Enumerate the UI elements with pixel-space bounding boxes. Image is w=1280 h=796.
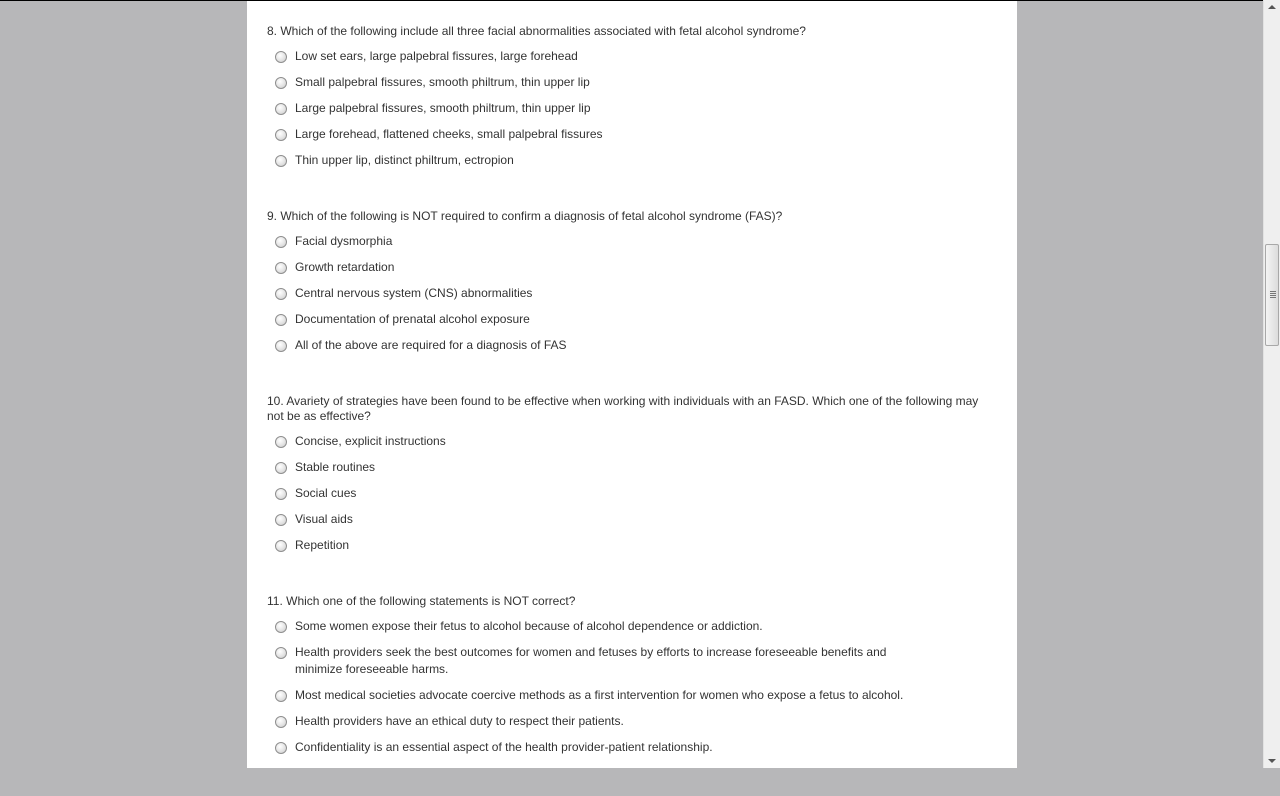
question-11 [267, 594, 992, 760]
answer-option[interactable] [267, 147, 992, 173]
question-title: 10. Avariety of strategies have been found to be effective when working with individuals with an FASD. Which one of the following may not be as effective? [267, 394, 979, 423]
option-label[interactable]: Social cues [295, 485, 357, 500]
radio-button[interactable] [275, 488, 287, 500]
radio-button[interactable] [275, 103, 287, 115]
answer-option[interactable] [267, 228, 992, 254]
question-title: 11. Which one of the following statements is NOT correct? [267, 594, 576, 608]
option-label[interactable]: Thin upper lip, distinct philtrum, ectropion [295, 152, 514, 167]
answer-option[interactable] [267, 639, 992, 682]
grip-icon [1270, 291, 1276, 298]
answer-option[interactable] [267, 428, 992, 454]
radio-button[interactable] [275, 690, 287, 702]
option-label[interactable]: Visual aids [295, 511, 353, 526]
question-title: 8. Which of the following include all three facial abnormalities associated with fetal alcohol syndrome? [267, 24, 806, 38]
option-label[interactable]: Stable routines [295, 459, 376, 474]
option-label[interactable]: Health providers have an ethical duty to respect their patients. [295, 713, 624, 728]
answer-option[interactable] [267, 306, 992, 332]
scroll-up-arrow-icon[interactable] [1268, 5, 1276, 9]
question-8 [267, 24, 992, 173]
question-9 [267, 209, 992, 358]
option-label[interactable]: Some women expose their fetus to alcohol because of alcohol dependence or addiction. [295, 618, 763, 633]
vertical-scrollbar[interactable] [1263, 0, 1280, 768]
scroll-down-arrow-icon[interactable] [1268, 759, 1276, 763]
option-label[interactable]: Large palpebral fissures, smooth philtrum, thin upper lip [295, 100, 591, 115]
radio-button[interactable] [275, 716, 287, 728]
radio-button[interactable] [275, 514, 287, 526]
question-title: 9. Which of the following is NOT required to confirm a diagnosis of fetal alcohol syndrome (FAS)? [267, 209, 783, 223]
radio-button[interactable] [275, 621, 287, 633]
option-label[interactable]: Concise, explicit instructions [295, 433, 446, 448]
option-label[interactable]: Health providers seek the best outcomes for women and fetuses by efforts to increase foreseeable benefits and minimize foreseeable harms. [295, 644, 887, 676]
answer-option[interactable] [267, 708, 992, 734]
option-label[interactable]: Documentation of prenatal alcohol exposure [295, 311, 530, 326]
answer-option[interactable] [267, 613, 992, 639]
option-label[interactable]: All of the above are required for a diagnosis of FAS [295, 337, 567, 352]
radio-button[interactable] [275, 155, 287, 167]
radio-button[interactable] [275, 340, 287, 352]
radio-button[interactable] [275, 647, 287, 659]
radio-button[interactable] [275, 236, 287, 248]
answer-option[interactable] [267, 480, 992, 506]
answer-option[interactable] [267, 254, 992, 280]
radio-button[interactable] [275, 314, 287, 326]
radio-button[interactable] [275, 77, 287, 89]
option-label[interactable]: Facial dysmorphia [295, 233, 393, 248]
radio-button[interactable] [275, 436, 287, 448]
radio-button[interactable] [275, 129, 287, 141]
scrollbar-thumb[interactable] [1265, 244, 1279, 346]
answer-option[interactable] [267, 95, 992, 121]
option-label[interactable]: Central nervous system (CNS) abnormalities [295, 285, 533, 300]
radio-button[interactable] [275, 540, 287, 552]
radio-button[interactable] [275, 262, 287, 274]
radio-button[interactable] [275, 462, 287, 474]
answer-option[interactable] [267, 280, 992, 306]
question-10 [267, 394, 992, 558]
answer-option[interactable] [267, 682, 992, 708]
question-list [267, 24, 992, 796]
option-label[interactable]: Most medical societies advocate coercive methods as a first intervention for women who expose a fetus to alcohol. [295, 687, 904, 702]
radio-button[interactable] [275, 742, 287, 754]
answer-option[interactable] [267, 121, 992, 147]
answer-option[interactable] [267, 332, 992, 358]
answer-option[interactable] [267, 532, 992, 558]
option-label[interactable]: Low set ears, large palpebral fissures, large forehead [295, 48, 578, 63]
option-label[interactable]: Small palpebral fissures, smooth philtrum, thin upper lip [295, 74, 590, 89]
answer-option[interactable] [267, 43, 992, 69]
answer-option[interactable] [267, 69, 992, 95]
option-label[interactable]: Growth retardation [295, 259, 395, 274]
answer-option[interactable] [267, 506, 992, 532]
answer-option[interactable] [267, 734, 992, 760]
answer-option[interactable] [267, 454, 992, 480]
radio-button[interactable] [275, 288, 287, 300]
quiz-page [247, 1, 1017, 768]
option-label[interactable]: Confidentiality is an essential aspect of the health provider-patient relationship. [295, 739, 713, 754]
radio-button[interactable] [275, 51, 287, 63]
option-label[interactable]: Repetition [295, 537, 350, 552]
option-label[interactable]: Large forehead, flattened cheeks, small palpebral fissures [295, 126, 603, 141]
